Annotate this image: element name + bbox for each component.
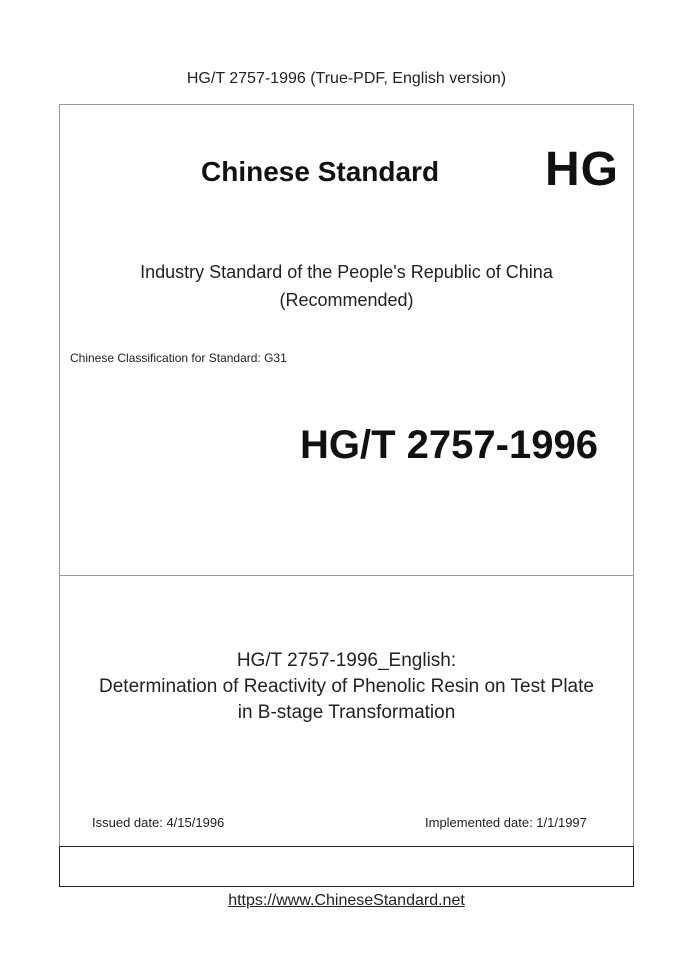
- english-title-block: [59, 648, 634, 726]
- implemented-date: Implemented date: 1/1/1997: [425, 815, 587, 830]
- standard-number: HG/T 2757-1996: [300, 423, 598, 467]
- website-link[interactable]: https://www.ChineseStandard.net: [228, 892, 465, 909]
- bottom-box: [59, 846, 634, 887]
- title-line-2: Determination of Reactivity of Phenolic Resin on Test Plate: [99, 676, 594, 697]
- classification-text: Chinese Classification for Standard: G31: [70, 351, 287, 365]
- cover-frame: [59, 104, 634, 887]
- issued-date: Issued date: 4/15/1996: [92, 815, 225, 830]
- document-header: HG/T 2757-1996 (True-PDF, English version): [186, 70, 507, 87]
- hg-mark: HG: [545, 143, 619, 196]
- chinese-standard-heading: Chinese Standard: [201, 156, 440, 187]
- recommended-line: (Recommended): [279, 290, 414, 310]
- industry-line: Industry Standard of the People's Republic of China: [140, 262, 553, 282]
- section-divider: [59, 575, 634, 576]
- title-line-1: HG/T 2757-1996_English:: [236, 650, 457, 671]
- title-line-3: in B-stage Transformation: [237, 702, 456, 723]
- industry-standard-block: [59, 258, 634, 314]
